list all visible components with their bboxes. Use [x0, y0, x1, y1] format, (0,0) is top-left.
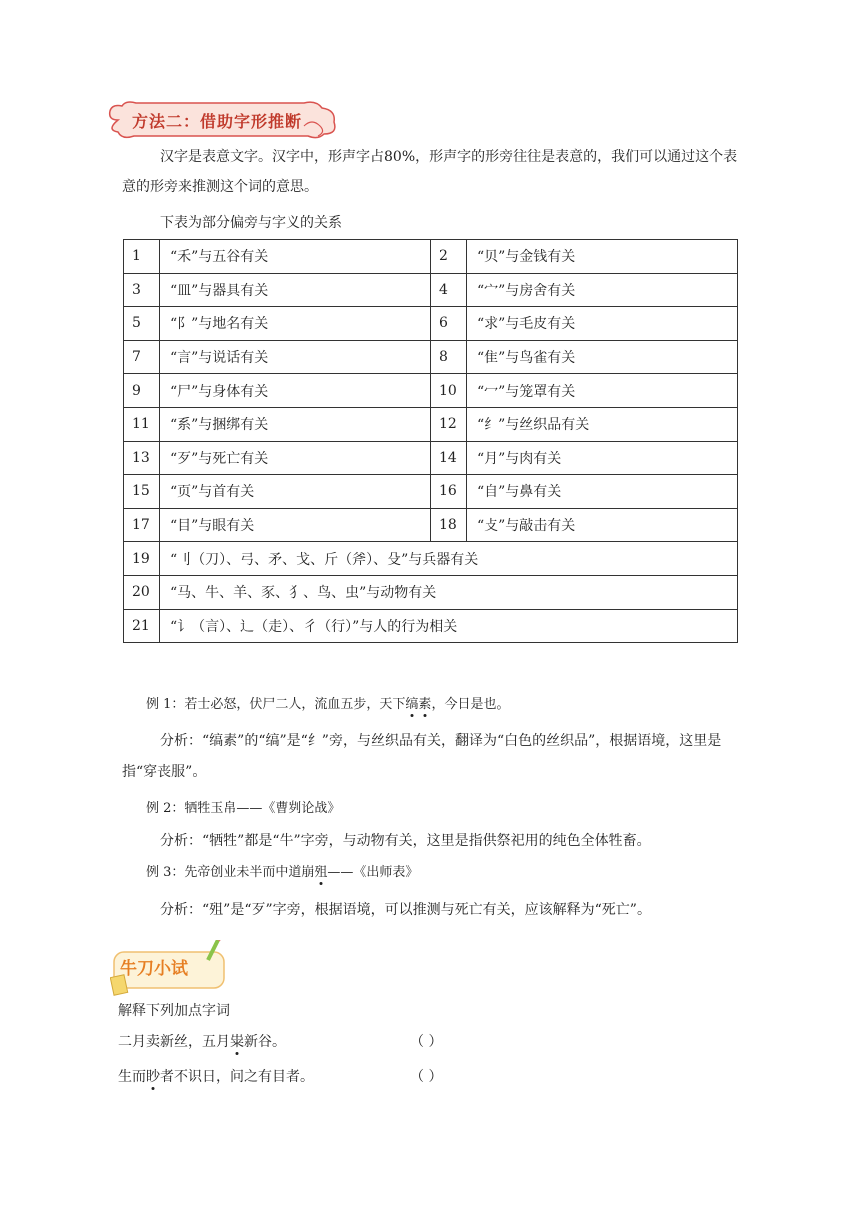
table-cell-number: 4 — [430, 273, 466, 307]
example-1 — [146, 693, 509, 712]
table-cell-text: “冖”与笼罩有关 — [466, 374, 737, 408]
table-cell-text: “目”与眼有关 — [159, 508, 430, 542]
table-cell-text: “系”与捆绑有关 — [159, 407, 430, 441]
example-3-pre: 例 3：先帝创业未半而中道崩 — [146, 865, 315, 880]
table-cell-text: “讠（言）、辶（走）、彳（行）”与人的行为相关 — [159, 609, 737, 643]
table-cell-text: “贝”与金钱有关 — [466, 240, 737, 274]
practice-title: 牛刀小试 — [120, 959, 188, 979]
practice-question-1 — [118, 1031, 286, 1051]
table-cell-number: 2 — [430, 240, 466, 274]
table-cell-number: 10 — [430, 374, 466, 408]
practice-question-2 — [118, 1066, 314, 1086]
table-caption: 下表为部分偏旁与字义的关系 — [160, 215, 342, 231]
table-cell-text: “禾”与五谷有关 — [159, 240, 430, 274]
table-cell-number: 11 — [124, 407, 160, 441]
table-cell-number: 5 — [124, 307, 160, 341]
table-cell-text: “求”与毛皮有关 — [466, 307, 737, 341]
table-row — [124, 542, 738, 576]
table-row — [124, 575, 738, 609]
table-cell-number: 1 — [124, 240, 160, 274]
table-cell-number: 18 — [430, 508, 466, 542]
table-cell-number: 14 — [430, 441, 466, 475]
example-1-post: ，今日是也。 — [431, 697, 510, 712]
practice-instruction: 解释下列加点字词 — [118, 1003, 230, 1019]
table-cell-text: “言”与说话有关 — [159, 340, 430, 374]
answer-blank-1[interactable]: （ ） — [410, 1034, 443, 1050]
q2-dotted — [146, 1069, 160, 1085]
table-cell-number: 20 — [124, 575, 160, 609]
table-cell-number: 15 — [124, 475, 160, 509]
table-row — [124, 609, 738, 643]
table-cell-text: “隹”与鸟雀有关 — [466, 340, 737, 374]
practice-badge — [110, 940, 232, 998]
table-cell-text: “阝”与地名有关 — [159, 307, 430, 341]
table-cell-text: “皿”与器具有关 — [159, 273, 430, 307]
table-cell-number: 21 — [124, 609, 160, 643]
example-1-pre: 例 1：若士必怒，伏尸二人，流血五步，天下 — [146, 697, 406, 712]
intro-paragraph: 汉字是表意文字。汉字中，形声字占80%，形声字的形旁往往是表意的，我们可以通过这个表意的形旁来推测这个词的意思。 — [122, 149, 738, 195]
emphasis-char: 缟 — [405, 697, 419, 712]
table-cell-text: “页”与首有关 — [159, 475, 430, 509]
table-cell-text: “纟”与丝织品有关 — [466, 407, 737, 441]
q2-pre: 生而 — [118, 1069, 146, 1085]
table-cell-text: “月”与肉有关 — [466, 441, 737, 475]
q1-pre: 二月卖新丝，五月 — [118, 1034, 230, 1050]
example-3 — [146, 861, 418, 880]
table-cell-text: “攴”与敲击有关 — [466, 508, 737, 542]
table-row — [124, 273, 738, 307]
table-cell-number: 6 — [430, 307, 466, 341]
example-3-dotted — [314, 865, 327, 880]
emphasis-char: 眇 — [146, 1069, 160, 1085]
table-cell-text: “歹”与死亡有关 — [159, 441, 430, 475]
emphasis-char: 素 — [418, 697, 432, 712]
table-row — [124, 407, 738, 441]
table-row — [124, 340, 738, 374]
answer-blank-2[interactable]: （ ） — [410, 1069, 443, 1085]
table-row — [124, 441, 738, 475]
table-cell-number: 3 — [124, 273, 160, 307]
table-cell-number: 13 — [124, 441, 160, 475]
example-2: 例 2：牺牲玉帛——《曹刿论战》 — [146, 801, 341, 816]
example-1-dotted — [405, 697, 431, 712]
q1-dotted — [230, 1034, 244, 1050]
table-row — [124, 508, 738, 542]
table-cell-text: “宀”与房舍有关 — [466, 273, 737, 307]
table-cell-number: 12 — [430, 407, 466, 441]
table-cell-number: 8 — [430, 340, 466, 374]
analysis-3: 分析：“殂”是“歹”字旁，根据语境，可以推测与死亡有关，应该解释为“死亡”。 — [160, 902, 651, 918]
example-3-post: ——《出师表》 — [327, 865, 419, 880]
table-cell-number: 17 — [124, 508, 160, 542]
emphasis-char: 殂 — [314, 865, 328, 880]
method-title: 方法二：借助字形推断 — [132, 112, 303, 131]
method-banner — [104, 100, 340, 140]
table-cell-number: 19 — [124, 542, 160, 576]
table-cell-number: 9 — [124, 374, 160, 408]
table-cell-text: “刂（刀）、弓、矛、戈、斤（斧）、殳”与兵器有关 — [159, 542, 737, 576]
table-row — [124, 240, 738, 274]
analysis-1: 分析：“缟素”的“缟”是“纟”旁，与丝织品有关，翻译为“白色的丝织品”，根据语境，这里是指“穿丧服”。 — [122, 733, 722, 780]
table-row — [124, 307, 738, 341]
table-cell-number: 16 — [430, 475, 466, 509]
table-row — [124, 374, 738, 408]
table-cell-text: “自”与鼻有关 — [466, 475, 737, 509]
emphasis-char: 粜 — [230, 1034, 244, 1050]
analysis-2: 分析：“牺牲”都是“牛”字旁，与动物有关，这里是指供祭祀用的纯色全体牲畜。 — [160, 833, 651, 849]
table-row — [124, 475, 738, 509]
table-cell-number: 7 — [124, 340, 160, 374]
table-cell-text: “马、牛、羊、豕、犭、鸟、虫”与动物有关 — [159, 575, 737, 609]
q2-post: 者不识日，问之有目者。 — [160, 1069, 314, 1085]
q1-post: 新谷。 — [244, 1034, 286, 1050]
radical-table — [123, 239, 738, 643]
table-cell-text: “尸”与身体有关 — [159, 374, 430, 408]
